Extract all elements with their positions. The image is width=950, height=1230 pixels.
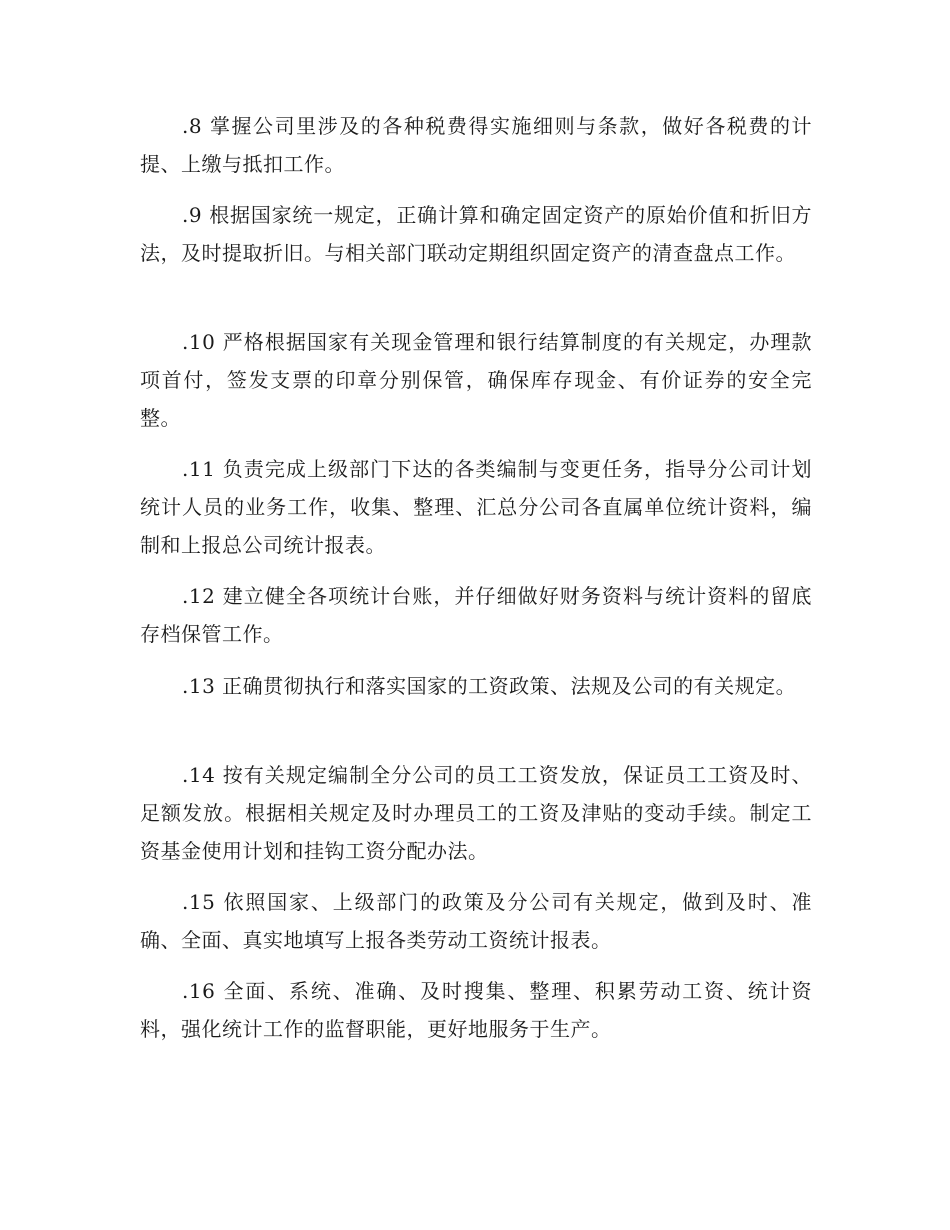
paragraph-15: .15 依照国家、上级部门的政策及分公司有关规定，做到及时、准确、全面、真实地填写上报各类劳动工资统计报表。 (140, 890, 812, 952)
paragraph-12: .12 建立健全各项统计台账，并仔细做好财务资料与统计资料的留底存档保管工作。 (140, 584, 812, 646)
paragraph-11: .11 负责完成上级部门下达的各类编制与变更任务，指导分公司计划统计人员的业务工作，收集、整理、汇总分公司各直属单位统计资料，编制和上报总公司统计报表。 (140, 457, 812, 557)
paragraph-10: .10 严格根据国家有关现金管理和银行结算制度的有关规定，办理款项首付，签发支票的印章分别保管，确保库存现金、有价证券的安全完整。 (140, 330, 812, 430)
paragraph-8: .8 掌握公司里涉及的各种税费得实施细则与条款，做好各税费的计提、上缴与抵扣工作。 (140, 114, 812, 176)
paragraph-13: .13 正确贯彻执行和落实国家的工资政策、法规及公司的有关规定。 (182, 674, 797, 698)
paragraph-9: .9 根据国家统一规定，正确计算和确定固定资产的原始价值和折旧方法，及时提取折旧。与相关部门联动定期组织固定资产的清查盘点工作。 (140, 203, 812, 265)
paragraph-16: .16 全面、系统、准确、及时搜集、整理、积累劳动工资、统计资料，强化统计工作的监督职能，更好地服务于生产。 (140, 979, 812, 1041)
paragraph-14: .14 按有关规定编制全分公司的员工工资发放，保证员工工资及时、足额发放。根据相关规定及时办理员工的工资及津贴的变动手续。制定工资基金使用计划和挂钩工资分配办法。 (140, 763, 812, 863)
